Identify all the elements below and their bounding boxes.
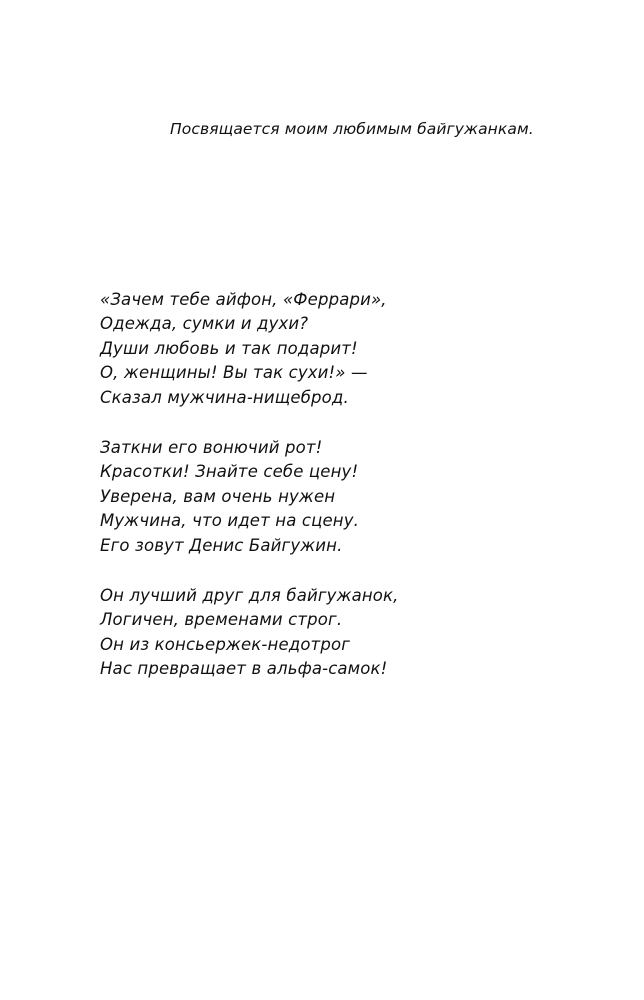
poem-line: Нас превращает в альфа-самок! [100, 659, 388, 679]
poem-line: Одежда, сумки и духи? [100, 314, 309, 334]
poem-line: Он из консьержек-недотрог [100, 634, 351, 654]
poem-line: Мужчина, что идет на сцену. [100, 511, 360, 531]
poem-line: Логичен, временами строг. [100, 610, 343, 630]
poem-line: Красотки! Знайте себе цену! [100, 462, 359, 482]
poem-line: Уверена, вам очень нужен [100, 486, 336, 506]
stanza-1 [100, 288, 540, 410]
poem-line: Его зовут Денис Байгужин. [100, 535, 343, 555]
poem-line: «Зачем тебе айфон, «Феррари», [100, 290, 387, 309]
poem-line: О, женщины! Вы так сухи!» — [100, 363, 368, 383]
poem-line: Он лучший друг для байгужанок, [100, 586, 399, 606]
stanza-2 [100, 436, 540, 558]
poem [100, 288, 540, 708]
poem-line: Сказал мужчина-нищеброд. [100, 387, 349, 407]
stanza-3 [100, 584, 540, 682]
dedication-text: Посвящается моим любимым байгужанкам. [170, 120, 534, 138]
poem-line: Заткни его вонючий рот! [100, 438, 323, 458]
poem-line: Души любовь и так подарит! [100, 338, 358, 358]
